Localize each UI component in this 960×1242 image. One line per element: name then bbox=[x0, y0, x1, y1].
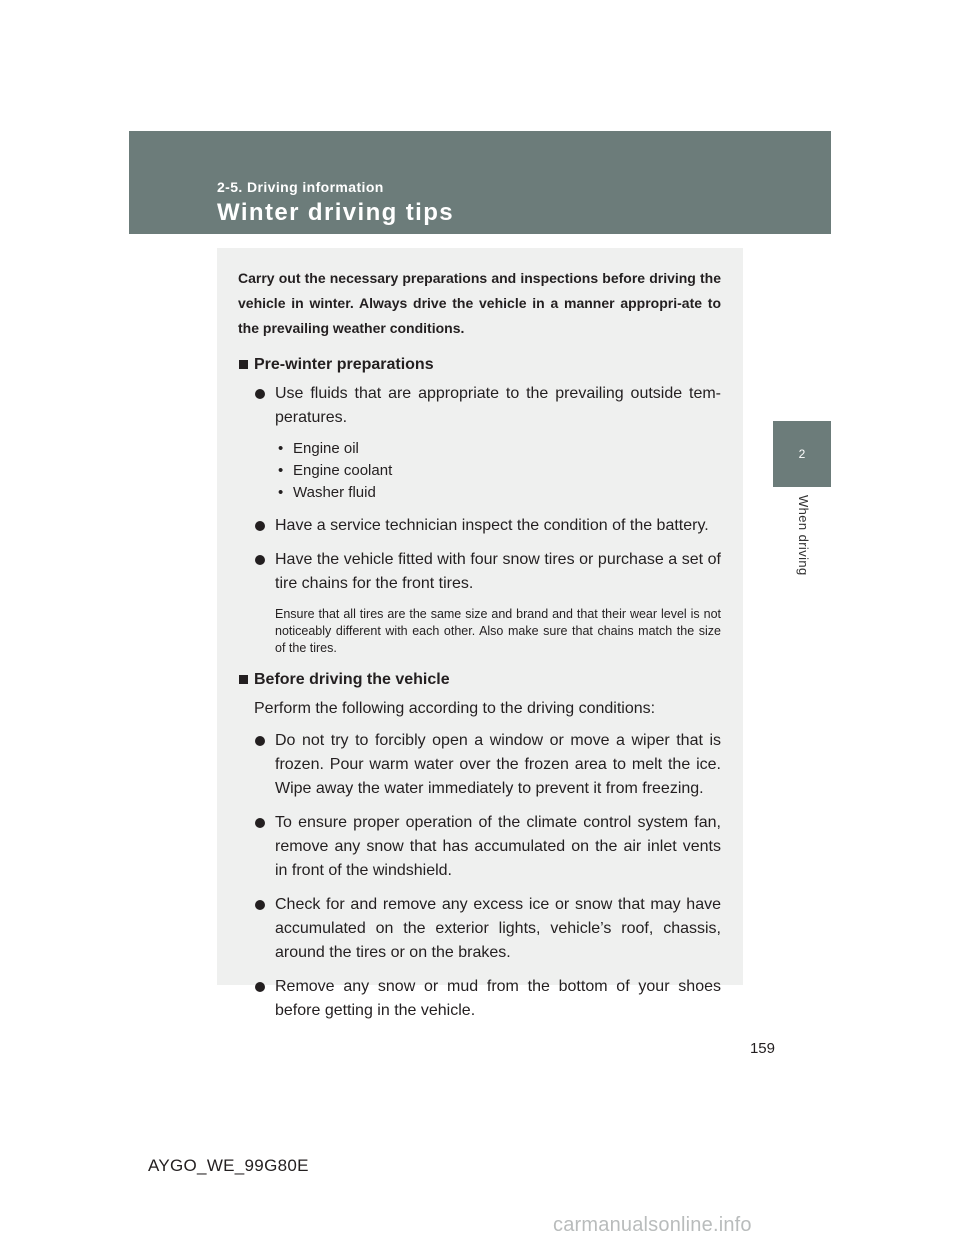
list-item-text: Engine coolant bbox=[293, 462, 393, 479]
frozen-window-bullet bbox=[254, 729, 721, 801]
shoes-bullet bbox=[254, 975, 721, 1023]
battery-bullet-text: Have a service technician inspect the condition of the battery. bbox=[275, 517, 709, 534]
battery-bullet bbox=[254, 514, 721, 538]
tires-note: Ensure that all tires are the same size and brand and that their wear level is not noticeably different with each other. Also make sure that chains match the size of the tires. bbox=[275, 607, 721, 655]
before-driving-lead: Perform the following according to the driving conditions: bbox=[254, 700, 656, 717]
document-code: AYGO_WE_99G80E bbox=[148, 1156, 309, 1175]
chapter-number: 2 bbox=[798, 447, 806, 461]
round-bullet-icon bbox=[255, 389, 265, 399]
round-bullet-icon bbox=[255, 818, 265, 828]
before-driving-heading bbox=[238, 669, 721, 691]
list-item bbox=[275, 482, 721, 504]
small-dot-icon: • bbox=[278, 462, 284, 479]
pre-winter-heading-text: Pre-winter preparations bbox=[254, 356, 434, 373]
bullet-text: Do not try to forcibly open a window or move a wiper that is frozen. Pour warm water over the frozen area to melt the ice. Wipe away the water immediately to prevent it from freezing. bbox=[275, 732, 721, 797]
list-item-text: Engine oil bbox=[293, 440, 359, 457]
air-inlet-bullet bbox=[254, 811, 721, 883]
round-bullet-icon bbox=[255, 982, 265, 992]
before-driving-heading-text: Before driving the vehicle bbox=[254, 671, 450, 688]
intro-text: Carry out the necessary preparations and inspections before driving the vehicle in winter. Always drive the vehicle in a manner appropri-ate to the prevailing weather conditions. bbox=[238, 270, 721, 336]
bullet-text: Remove any snow or mud from the bottom of your shoes before getting in the vehicle. bbox=[275, 978, 721, 1019]
list-item bbox=[275, 460, 721, 482]
excess-ice-bullet bbox=[254, 893, 721, 965]
round-bullet-icon bbox=[255, 736, 265, 746]
round-bullet-icon bbox=[255, 900, 265, 910]
bullet-text: Check for and remove any excess ice or snow that may have accumulated on the exterior lights, vehicle’s roof, chassis, around the tires or on the brakes. bbox=[275, 896, 721, 961]
chapter-name: When driving bbox=[796, 495, 811, 576]
section-label: 2-5. Driving information bbox=[217, 179, 384, 195]
pre-winter-heading bbox=[238, 354, 721, 376]
tires-bullet-text: Have the vehicle fitted with four snow tires or purchase a set of tire chains for the front tires. bbox=[275, 551, 721, 592]
fluids-bullet bbox=[254, 382, 721, 430]
bullet-text: To ensure proper operation of the climate control system fan, remove any snow that has accumulated on the air inlet vents in front of the windshield. bbox=[275, 814, 721, 879]
square-bullet-icon bbox=[239, 360, 248, 369]
tires-bullet bbox=[254, 548, 721, 596]
list-item-text: Washer fluid bbox=[293, 484, 376, 501]
page-number: 159 bbox=[749, 1040, 775, 1057]
content-box bbox=[217, 248, 743, 1019]
list-item bbox=[275, 438, 721, 460]
watermark: carmanualsonline.info bbox=[553, 1214, 752, 1236]
small-dot-icon: • bbox=[278, 484, 284, 501]
round-bullet-icon bbox=[255, 555, 265, 565]
fluids-list bbox=[275, 438, 721, 504]
round-bullet-icon bbox=[255, 521, 265, 531]
page-title: Winter driving tips bbox=[217, 199, 455, 226]
small-dot-icon: • bbox=[278, 440, 284, 457]
chapter-tab bbox=[773, 421, 831, 487]
square-bullet-icon bbox=[239, 675, 248, 684]
fluids-bullet-text: Use fluids that are appropriate to the prevailing outside tem-peratures. bbox=[275, 385, 721, 426]
